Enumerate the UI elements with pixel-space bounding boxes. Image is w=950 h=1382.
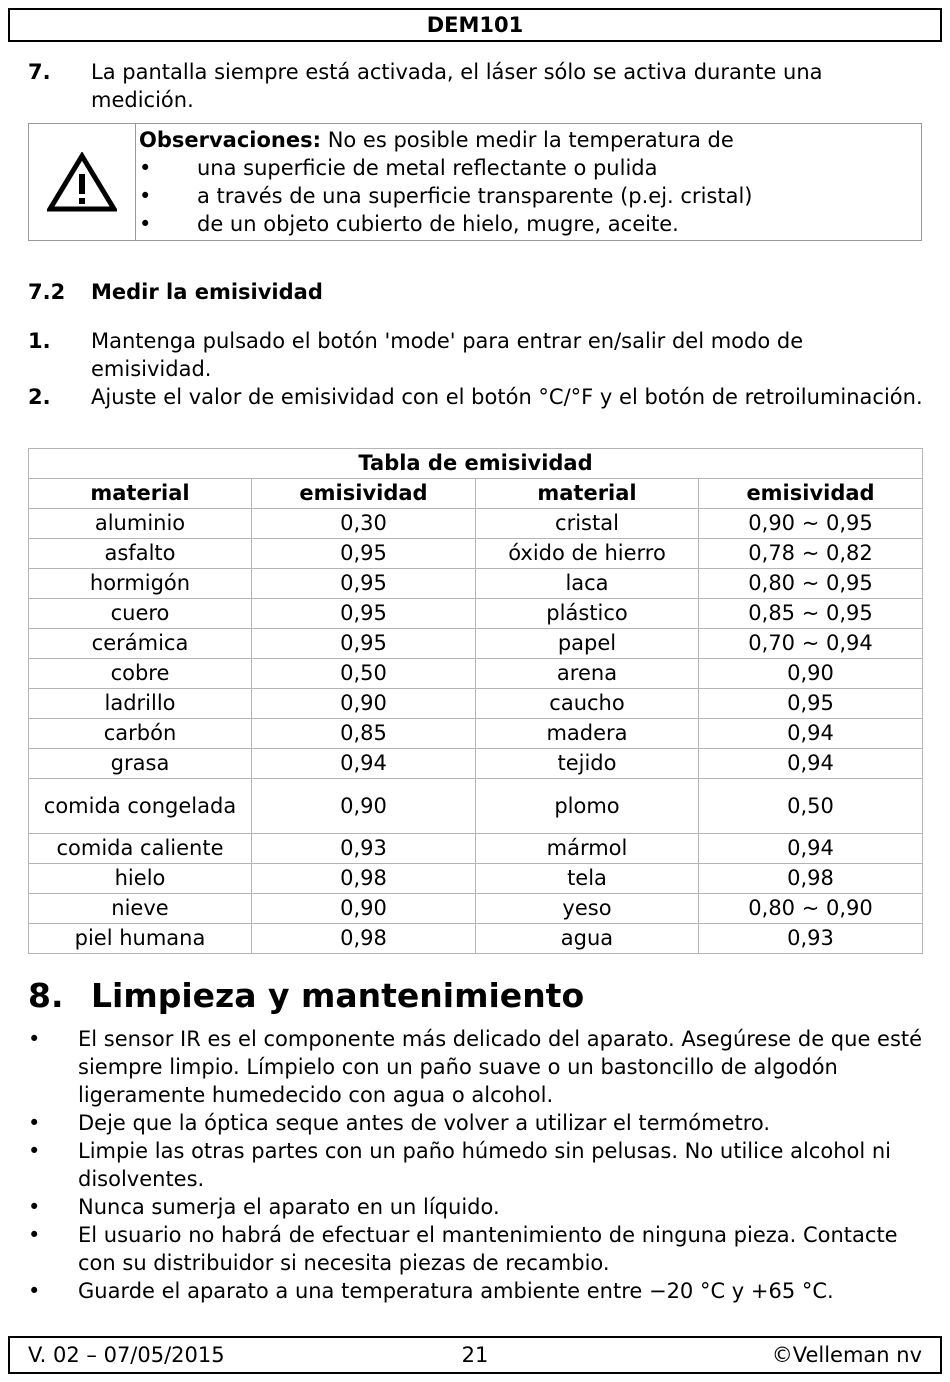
table-cell: papel bbox=[476, 629, 699, 659]
document-title: DEM101 bbox=[426, 13, 524, 37]
bullet-icon: • bbox=[28, 1195, 41, 1219]
step-2 bbox=[28, 383, 928, 411]
table-cell: 0,93 bbox=[699, 924, 923, 954]
table-cell: 0,95 bbox=[252, 629, 476, 659]
step-1 bbox=[28, 327, 928, 383]
maintenance-text: Guarde el aparato a una temperatura ambiente entre −20 °C y +65 °C. bbox=[78, 1279, 834, 1303]
table-cell: tela bbox=[476, 864, 699, 894]
warning-lead bbox=[139, 126, 919, 154]
table-cell: madera bbox=[476, 719, 699, 749]
table-row bbox=[29, 509, 923, 539]
table-cell: 0,85 ~ 0,95 bbox=[699, 599, 923, 629]
table-cell: cerámica bbox=[29, 629, 252, 659]
table-cell: cobre bbox=[29, 659, 252, 689]
maintenance-item bbox=[28, 1137, 928, 1193]
table-title: Tabla de emisividad bbox=[29, 449, 923, 479]
table-cell: laca bbox=[476, 569, 699, 599]
section-title: Medir la emisividad bbox=[91, 280, 323, 304]
table-cell: 0,90 bbox=[252, 689, 476, 719]
maintenance-item bbox=[28, 1193, 928, 1221]
maintenance-text: Deje que la óptica seque antes de volver a utilizar el termómetro. bbox=[78, 1111, 771, 1135]
table-cell: 0,95 bbox=[252, 539, 476, 569]
section-title: Limpieza y mantenimiento bbox=[91, 976, 585, 1015]
table-row bbox=[29, 629, 923, 659]
table-cell: nieve bbox=[29, 894, 252, 924]
table-row bbox=[29, 569, 923, 599]
table-row bbox=[29, 659, 923, 689]
warning-lead-text: No es posible medir la temperatura de bbox=[321, 128, 734, 152]
bullet-icon: • bbox=[139, 184, 152, 208]
table-cell: 0,90 ~ 0,95 bbox=[699, 509, 923, 539]
maintenance-item bbox=[28, 1277, 928, 1305]
emissivity-table bbox=[28, 448, 923, 954]
maintenance-item bbox=[28, 1221, 928, 1277]
table-cell: cuero bbox=[29, 599, 252, 629]
warning-text bbox=[139, 126, 919, 238]
column-header: emisividad bbox=[699, 479, 923, 509]
warning-bullet: • a través de una superficie transparente (p.ej. cristal) bbox=[139, 184, 753, 208]
table-cell: comida congelada bbox=[29, 779, 252, 834]
table-row bbox=[29, 749, 923, 779]
table-cell: 0,50 bbox=[699, 779, 923, 834]
table-cell: arena bbox=[476, 659, 699, 689]
table-cell: hormigón bbox=[29, 569, 252, 599]
table-cell: 0,80 ~ 0,95 bbox=[699, 569, 923, 599]
table-cell: asfalto bbox=[29, 539, 252, 569]
table-row bbox=[29, 779, 923, 834]
step-text: Mantenga pulsado el botón 'mode' para entrar en/salir del modo de emisividad. bbox=[91, 329, 804, 381]
table-cell: yeso bbox=[476, 894, 699, 924]
table-cell: comida caliente bbox=[29, 834, 252, 864]
table-cell: 0,98 bbox=[699, 864, 923, 894]
page-number: 21 bbox=[461, 1343, 489, 1367]
column-header: emisividad bbox=[252, 479, 476, 509]
maintenance-item bbox=[28, 1109, 928, 1137]
page-footer bbox=[8, 1336, 942, 1374]
table-cell: 0,78 ~ 0,82 bbox=[699, 539, 923, 569]
maintenance-text: El sensor IR es el componente más delicado del aparato. Asegúrese de que esté siempre limpio. Límpielo con un paño suave o un bastoncillo de algodón ligeramente humedecido con agua o alcohol. bbox=[78, 1027, 923, 1107]
table-cell: aluminio bbox=[29, 509, 252, 539]
maintenance-list bbox=[28, 1025, 928, 1305]
warning-box bbox=[28, 123, 922, 241]
warning-label: Observaciones: bbox=[139, 128, 322, 152]
table-row bbox=[29, 894, 923, 924]
table-cell: ladrillo bbox=[29, 689, 252, 719]
table-row bbox=[29, 719, 923, 749]
bullet-icon: • bbox=[139, 156, 152, 180]
table-cell: cristal bbox=[476, 509, 699, 539]
maintenance-text: Nunca sumerja el aparato en un líquido. bbox=[78, 1195, 500, 1219]
table-row bbox=[29, 599, 923, 629]
table-cell: agua bbox=[476, 924, 699, 954]
table-cell: 0,50 bbox=[252, 659, 476, 689]
table-cell: 0,85 bbox=[252, 719, 476, 749]
step-number: 1. bbox=[28, 329, 51, 353]
table-cell: 0,95 bbox=[252, 569, 476, 599]
bullet-icon: • bbox=[139, 212, 152, 236]
maintenance-text: El usuario no habrá de efectuar el mantenimiento de ninguna pieza. Contacte con su distribuidor si necesita piezas de recambio. bbox=[78, 1223, 898, 1275]
column-header: material bbox=[476, 479, 699, 509]
bullet-icon: • bbox=[28, 1223, 41, 1247]
table-cell: grasa bbox=[29, 749, 252, 779]
table-cell: 0,90 bbox=[699, 659, 923, 689]
table-cell: 0,80 ~ 0,90 bbox=[699, 894, 923, 924]
section-number: 7.2 bbox=[28, 280, 66, 304]
step-text: Ajuste el valor de emisividad con el botón °C/°F y el botón de retroiluminación. bbox=[91, 385, 923, 409]
footer-version: V. 02 – 07/05/2015 bbox=[28, 1343, 225, 1367]
page-header bbox=[8, 8, 942, 42]
table-cell: hielo bbox=[29, 864, 252, 894]
warning-triangle-icon bbox=[47, 152, 117, 212]
table-cell: plástico bbox=[476, 599, 699, 629]
table-cell: 0,94 bbox=[699, 834, 923, 864]
table-cell: 0,94 bbox=[699, 749, 923, 779]
section-heading-8 bbox=[28, 974, 584, 1018]
table-cell: 0,94 bbox=[252, 749, 476, 779]
section-number: 8. bbox=[28, 976, 64, 1015]
table-row bbox=[29, 924, 923, 954]
step-number: 2. bbox=[28, 385, 51, 409]
footer-copyright: ©Velleman nv bbox=[771, 1343, 922, 1367]
table-row bbox=[29, 689, 923, 719]
table-row bbox=[29, 834, 923, 864]
warning-bullet: • una superficie de metal reflectante o pulida bbox=[139, 156, 658, 180]
warning-bullet: • de un objeto cubierto de hielo, mugre, aceite. bbox=[139, 212, 679, 236]
table-cell: 0,95 bbox=[699, 689, 923, 719]
bullet-icon: • bbox=[28, 1279, 41, 1303]
table-cell: carbón bbox=[29, 719, 252, 749]
column-header: material bbox=[29, 479, 252, 509]
table-cell: 0,90 bbox=[252, 779, 476, 834]
bullet-icon: • bbox=[28, 1139, 41, 1163]
table-cell: 0,95 bbox=[252, 599, 476, 629]
table-cell: 0,98 bbox=[252, 924, 476, 954]
section-heading-7-2 bbox=[28, 278, 323, 306]
maintenance-item bbox=[28, 1025, 928, 1109]
table-cell: 0,30 bbox=[252, 509, 476, 539]
table-cell: piel humana bbox=[29, 924, 252, 954]
step-number: 7. bbox=[28, 60, 51, 84]
maintenance-text: Limpie las otras partes con un paño húmedo sin pelusas. No utilice alcohol ni disolventes. bbox=[78, 1139, 892, 1191]
table-cell: 0,70 ~ 0,94 bbox=[699, 629, 923, 659]
table-cell: mármol bbox=[476, 834, 699, 864]
table-cell: plomo bbox=[476, 779, 699, 834]
table-row bbox=[29, 539, 923, 569]
step-text: La pantalla siempre está activada, el láser sólo se activa durante una medición. bbox=[91, 60, 823, 112]
table-cell: 0,98 bbox=[252, 864, 476, 894]
table-cell: caucho bbox=[476, 689, 699, 719]
table-cell: tejido bbox=[476, 749, 699, 779]
table-row bbox=[29, 864, 923, 894]
table-cell: 0,93 bbox=[252, 834, 476, 864]
table-cell: 0,94 bbox=[699, 719, 923, 749]
table-cell: óxido de hierro bbox=[476, 539, 699, 569]
table-cell: 0,90 bbox=[252, 894, 476, 924]
bullet-icon: • bbox=[28, 1027, 41, 1051]
step-7 bbox=[28, 58, 928, 114]
bullet-icon: • bbox=[28, 1111, 41, 1135]
